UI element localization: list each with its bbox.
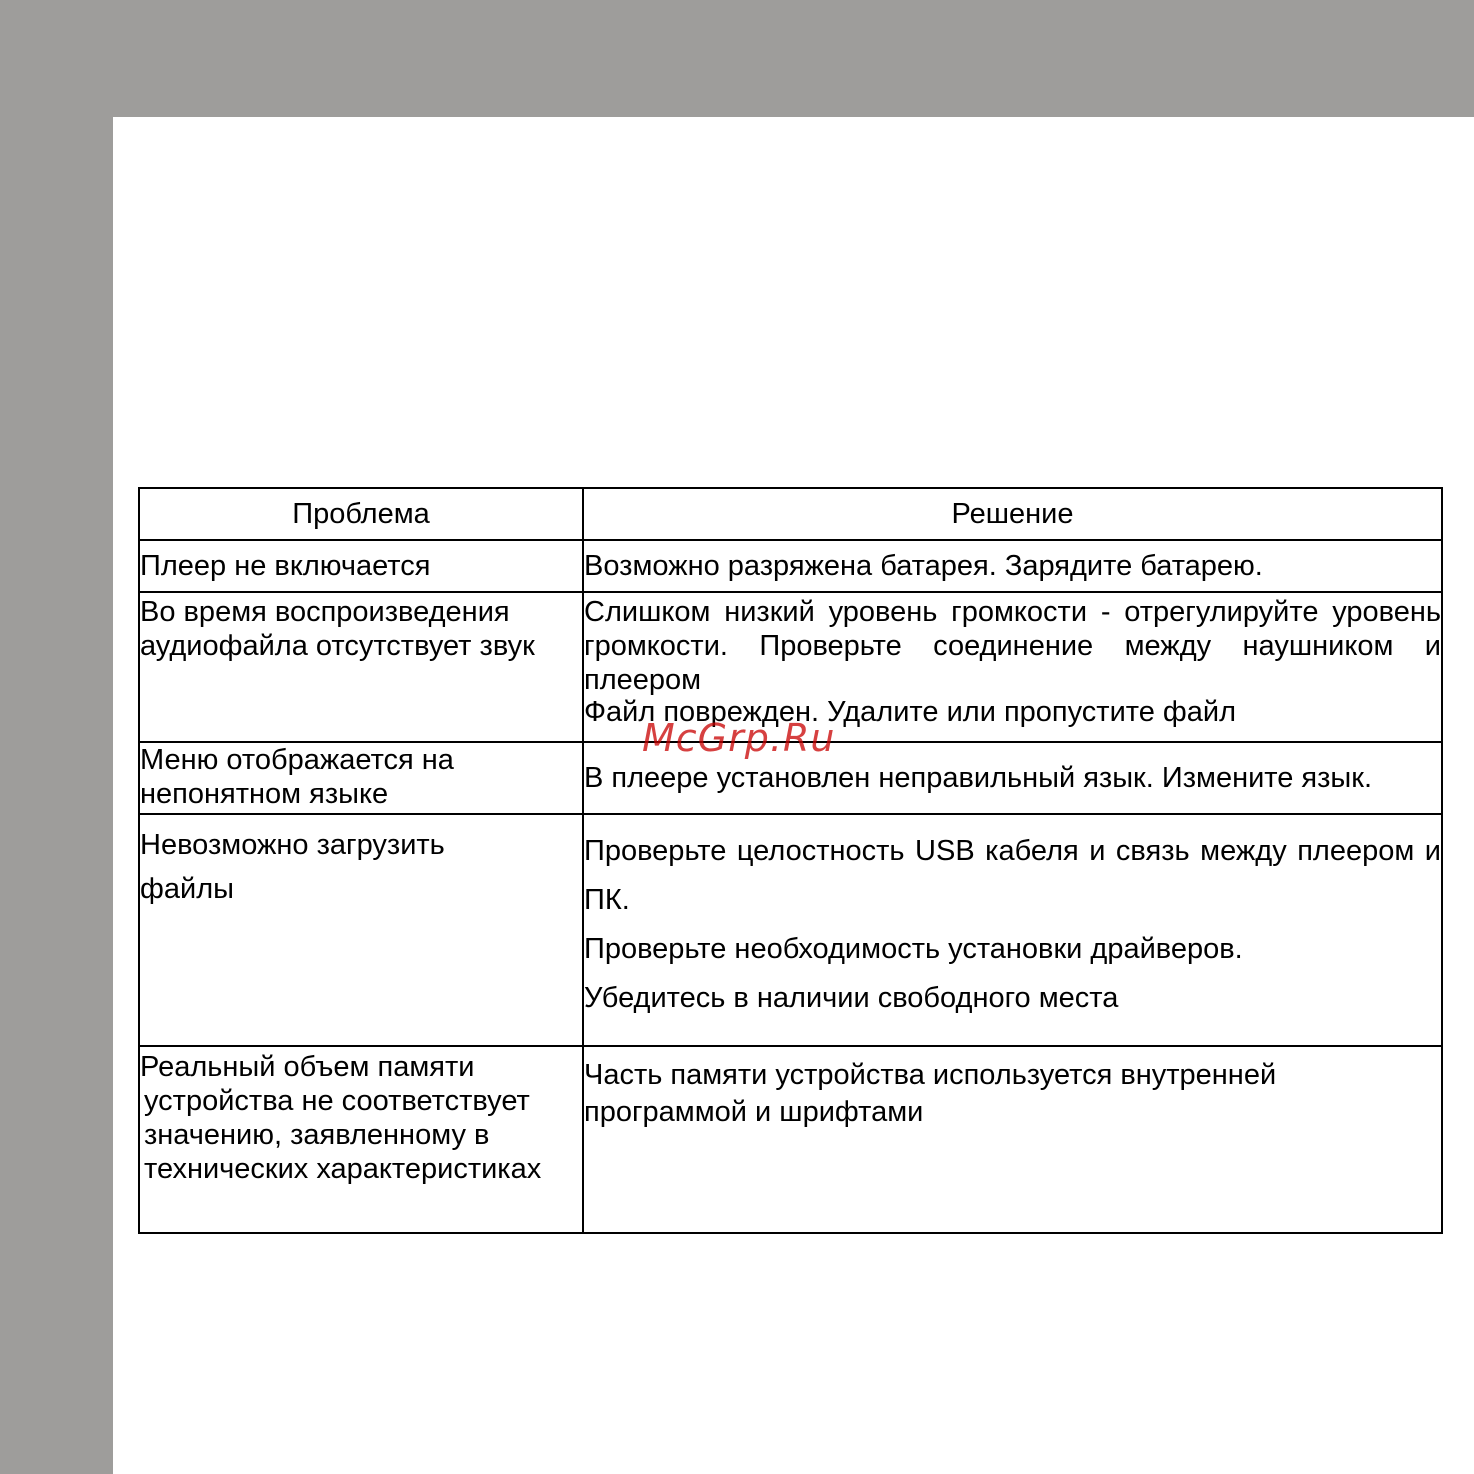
problem-cell: [139, 540, 583, 592]
problem-text: Во время воспроизведения аудиофайла отсутствует звук: [140, 596, 535, 662]
header-problem: Проблема: [139, 488, 583, 540]
solution-cell: [583, 1046, 1442, 1233]
troubleshooting-table: [138, 487, 1443, 1234]
table-row: [139, 814, 1442, 1046]
solution-cell: [583, 592, 1442, 742]
problem-text: Плеер не включается: [140, 550, 431, 582]
problem-text: Невозможно загрузить файлы: [140, 829, 445, 905]
table-row: [139, 540, 1442, 592]
solution-cell: [583, 540, 1442, 592]
solution-text: Слишком низкий уровень громкости - отрегулируйте уровень громкости. Проверьте соединение между наушником и плеером: [584, 596, 1441, 696]
table-row: [139, 1046, 1442, 1233]
problem-text: Меню отображается на непонятном языке: [140, 744, 454, 810]
problem-text: Реальный объем памяти: [140, 1051, 475, 1083]
solution-text: Часть памяти устройства используется внутренней программой и шрифтами: [584, 1059, 1277, 1128]
solution-text: Проверьте целостность USB кабеля и связь между плеером и ПК.: [584, 835, 1441, 916]
solution-cell: [583, 814, 1442, 1046]
solution-text: Возможно разряжена батарея. Зарядите батарею.: [584, 550, 1263, 582]
solution-text: В плеере установлен неправильный язык. Измените язык.: [584, 762, 1373, 794]
table-row: [139, 592, 1442, 742]
problem-cell: [139, 1046, 583, 1233]
solution-text: Файл поврежден. Удалите или пропустите файл: [584, 696, 1237, 728]
table-header-row: [139, 488, 1442, 540]
header-solution: Решение: [583, 488, 1442, 540]
solution-cell: [583, 742, 1442, 814]
solution-text: Проверьте необходимость установки драйверов.: [584, 933, 1243, 965]
watermark: McGrp.Ru: [642, 716, 836, 760]
problem-cell: [139, 592, 583, 742]
table-row: [139, 742, 1442, 814]
problem-text: устройства не соответствует значению, заявленному в технических характеристиках: [144, 1085, 542, 1185]
problem-cell: [139, 814, 583, 1046]
solution-text: Убедитесь в наличии свободного места: [584, 982, 1119, 1014]
problem-cell: [139, 742, 583, 814]
